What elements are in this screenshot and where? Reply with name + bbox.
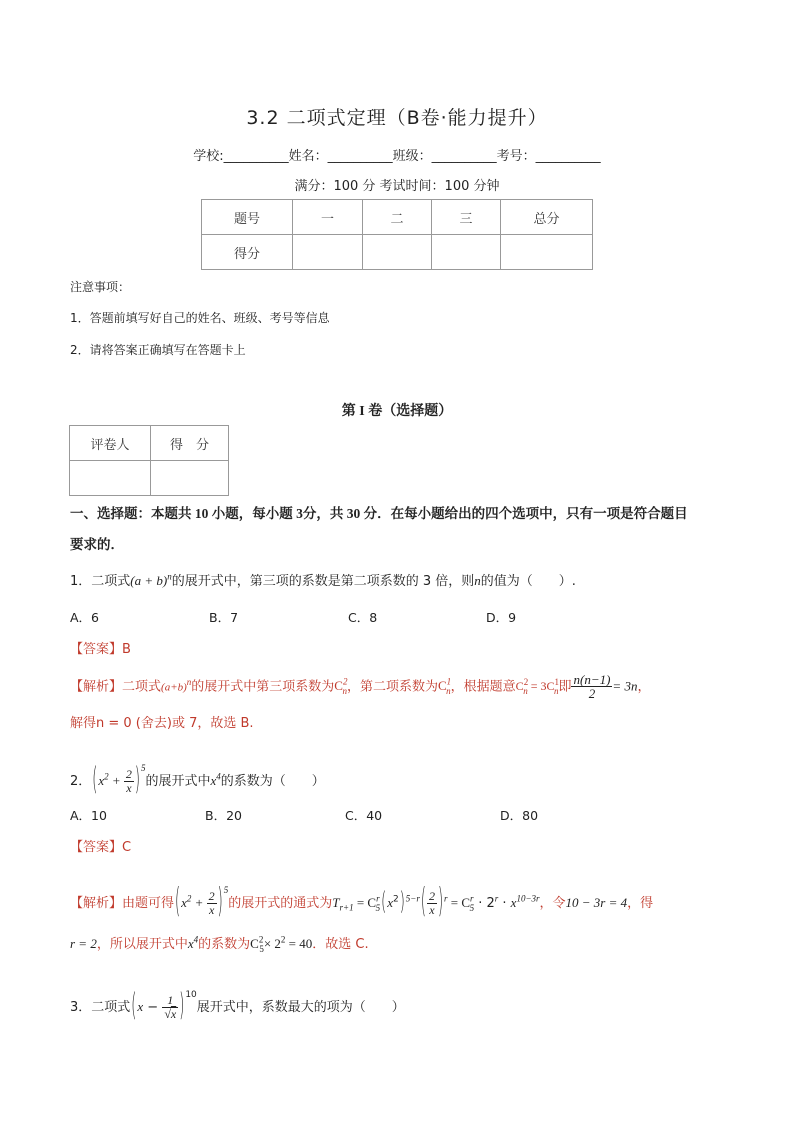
q1-text: 的展开式中，第三项的系数是第二项系数的 3 倍，则 <box>171 574 475 589</box>
answer-value: C <box>122 840 132 855</box>
analysis-text: ，第二项系数为 <box>346 679 438 695</box>
analysis-expr: (a+b) <box>161 681 187 694</box>
q1-analysis: 【解析】二项式$(a+b)^n$的展开式中第三项系数为$C^2_n$，第二项系数为$C^1_n$，根据题意$C^2_n = 3C^1_n$即 $\frac{n(n-1)}{2}$ = 3n， <box>70 671 651 702</box>
q2-suffix: 的系数为（ ） <box>220 774 325 789</box>
analysis-text: ，根据题意 <box>450 679 516 695</box>
q2-answer <box>70 836 131 855</box>
notice-item: 1．答题前填写好自己的姓名、班级、考号等信息 <box>70 311 330 325</box>
q1-answer <box>70 638 131 657</box>
question-3: 3．二项式(x − $\frac{1}{√x}$ )$^{10}$展开式中，系数最大的项为（ ） <box>70 988 405 1025</box>
score-input-cell[interactable] <box>293 235 363 270</box>
score-header-cell: 三 <box>432 200 501 235</box>
q1-option-d[interactable]: D．9 <box>486 610 517 625</box>
analysis-eq: C <box>250 936 259 951</box>
q1-prefix: 1．二项式 <box>70 574 131 589</box>
score-label: 得 分 <box>151 426 229 461</box>
q2-analysis: 【解析】由题可得($x^2$ + $\frac{2}{x}$ )$^5$的展开式的通式为$T_{r+1} = C^r_5(x^2)^{5-r}$( $\frac{2}{x}$ )$^r = C^r_5 \cdot 2^r \cdot x^{10-3r}$，令10 − 3r = 4，得 <box>70 882 654 922</box>
q1-option-b[interactable]: B．7 <box>209 610 239 625</box>
analysis-eq: r = 2 <box>70 936 97 951</box>
score-header-cell: 二 <box>363 200 432 235</box>
q2-option-d[interactable]: D．80 <box>500 808 539 823</box>
q1-analysis-line2: 解得n = 0 (舍去)或 7，故选 B. <box>70 716 254 731</box>
analysis-text: 二项式 <box>122 679 162 695</box>
score-input-cell[interactable] <box>363 235 432 270</box>
analysis-eq: = 3n <box>612 678 638 694</box>
score-header-cell: 总分 <box>501 200 593 235</box>
page-title: 3.2 二项式定理（B卷·能力提升） <box>246 107 548 129</box>
section-heading: 一、选择题：本题共 10 小题，每小题 3分，共 30 分．在每小题给出的四个选项中，只有一项是符合题目 <box>70 506 688 521</box>
q1-option-c[interactable]: C．8 <box>348 610 378 625</box>
q1-option-a[interactable]: A．6 <box>70 610 100 625</box>
analysis-text: ，所以展开式中 <box>96 937 188 952</box>
analysis-label: 【解析】 <box>70 679 123 695</box>
frac-denominator: 2 <box>588 686 596 702</box>
grader-table <box>69 425 229 496</box>
answer-value: B <box>122 642 131 657</box>
notice-heading: 注意事项： <box>70 280 131 294</box>
score-time-line: 满分：100 分 考试时间：100 分钟 <box>294 179 500 194</box>
notice-item: 2．请将答案正确填写在答题卡上 <box>70 343 246 357</box>
score-row-label: 得分 <box>202 235 293 270</box>
score-header-cell: 一 <box>293 200 363 235</box>
analysis-eq: = 40 <box>288 936 313 951</box>
student-info-line: 学校:__________姓名：__________班级：__________考号：__________ <box>193 149 601 164</box>
score-table <box>201 199 593 270</box>
score-header-cell: 题号 <box>202 200 293 235</box>
analysis-text: 由题可得 <box>122 896 175 911</box>
grader-input-cell[interactable] <box>70 461 151 496</box>
q2-option-c[interactable]: C．40 <box>345 808 383 823</box>
q2-prefix: 2． <box>70 774 92 789</box>
q1-expr: (a + b) <box>130 573 168 588</box>
q2-option-b[interactable]: B．20 <box>205 808 242 823</box>
q2-option-a[interactable]: A．10 <box>70 808 107 823</box>
analysis-eq: 10 − 3r = 4 <box>565 895 628 910</box>
answer-label: 【答案】 <box>70 642 123 657</box>
question-2: 2．($x^2$ + $\frac{2}{x}$ )$^5$的展开式中$x^4$的系数为（ ） <box>70 762 325 799</box>
analysis-eq: × 2 <box>263 936 281 951</box>
q3-prefix: 3．二项式 <box>70 1000 131 1015</box>
q1-var: n <box>474 573 481 588</box>
grader-label: 评卷人 <box>70 426 151 461</box>
frac-numerator: n(n−1) <box>573 671 611 687</box>
q2-text: 的展开式中 <box>145 774 211 789</box>
analysis-text: ，得 <box>627 896 654 911</box>
q2-analysis-line2: r = 2，所以展开式中$x^4$的系数为$C^2_5\times 2^2 = 40$．故选 C. <box>70 934 369 954</box>
analysis-text: ．故选 C. <box>312 937 369 952</box>
question-1 <box>70 570 576 589</box>
q1-suffix: 的值为（ ）. <box>480 574 576 589</box>
analysis-text: 的展开式中第三项系数为 <box>191 679 335 695</box>
q3-text: 展开式中，系数最大的项为（ ） <box>196 1000 405 1015</box>
analysis-text: ，令 <box>539 896 566 911</box>
score-input-cell[interactable] <box>151 461 229 496</box>
answer-label: 【答案】 <box>70 840 123 855</box>
q1-exponent: n <box>167 571 172 582</box>
section-heading-cont: 要求的． <box>70 537 124 552</box>
score-input-cell[interactable] <box>501 235 593 270</box>
analysis-text: 的展开式的通式为 <box>228 896 333 911</box>
analysis-text: 即 <box>558 679 572 695</box>
section-title: 第 I 卷（选择题） <box>341 404 453 419</box>
analysis-label: 【解析】 <box>70 896 123 911</box>
score-input-cell[interactable] <box>432 235 501 270</box>
analysis-text: 的系数为 <box>198 937 251 952</box>
